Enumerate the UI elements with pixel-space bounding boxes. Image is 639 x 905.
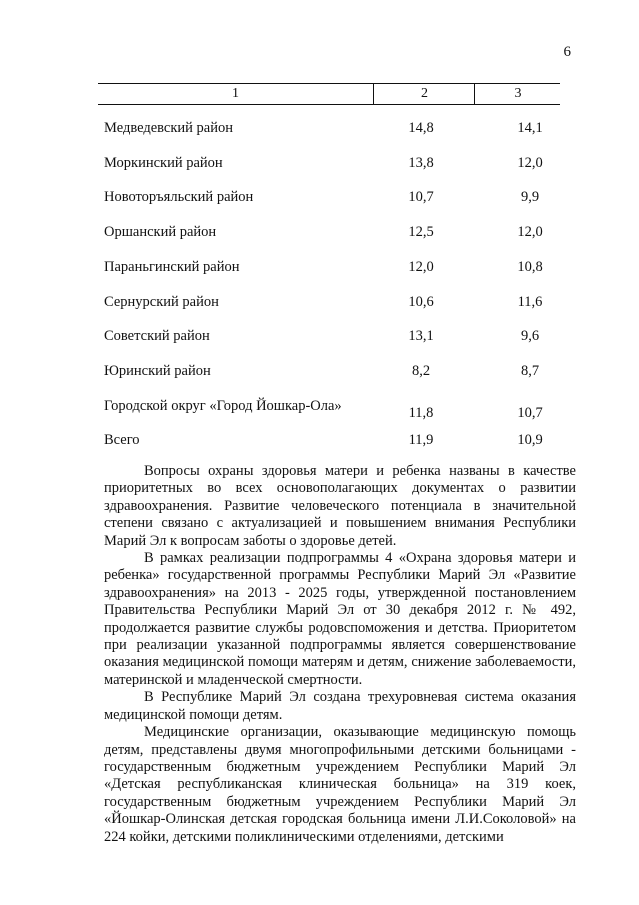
table-row	[0, 259, 639, 279]
row-value-3: 14,1	[517, 120, 543, 136]
row-value-3: 8,7	[520, 363, 540, 379]
row-name: Всего	[104, 432, 140, 448]
row-value-3: 10,8	[517, 259, 543, 275]
row-value-2: 11,8	[408, 405, 434, 421]
table-row	[0, 328, 639, 348]
table-header-col-3: 3	[474, 84, 561, 104]
row-name: Советский район	[104, 328, 210, 344]
row-value-2: 12,0	[408, 259, 434, 275]
table-row	[0, 224, 639, 244]
row-value-3: 12,0	[517, 224, 543, 240]
row-name: Медведевский район	[104, 120, 233, 136]
table-header	[98, 83, 560, 105]
table-row	[0, 363, 639, 383]
row-name: Параньгинский район	[104, 259, 240, 275]
row-value-3: 9,6	[520, 328, 540, 344]
row-value-2: 13,8	[408, 155, 434, 171]
paragraph: В Республике Марий Эл создана трехуровневая система оказания медицинской помощи детям.	[104, 689, 576, 723]
table-header-col-2: 2	[373, 84, 475, 104]
row-value-3: 11,6	[517, 294, 543, 310]
row-name: Сернурский район	[104, 294, 219, 310]
row-value-2: 12,5	[408, 224, 434, 240]
table-header-col-1: 1	[232, 86, 239, 101]
row-value-3: 12,0	[517, 155, 543, 171]
paragraph: В рамках реализации подпрограммы 4 «Охрана здоровья матери и ребенка» государственной программы Республики Марий Эл «Развитие здравоохранения» на 2013 - 2025 годы, утвержденной постановлением Правительства Республики Марий Эл от 30 декабря 2012 г. № 492, продолжается развитие службы родовспоможения и детства. Приоритетом при реализации указанной подпрограммы является совершенствование оказания медицинской помощи матерям и детям, снижение заболеваемости, материнской и младенческой смертности.	[104, 550, 576, 688]
row-value-2: 10,6	[408, 294, 434, 310]
row-name: Моркинский район	[104, 155, 223, 171]
table-row	[0, 189, 639, 209]
table-row	[0, 155, 639, 175]
page-number: 6	[563, 44, 571, 60]
body-text	[104, 463, 576, 846]
row-name: Новоторъяльский район	[104, 189, 254, 205]
row-value-2: 11,9	[408, 432, 434, 448]
table-row	[0, 432, 639, 452]
row-value-2: 14,8	[408, 120, 434, 136]
table-row	[0, 120, 639, 140]
row-name: Городской округ «Город Йошкар-Ола»	[104, 398, 342, 414]
table-row	[0, 294, 639, 314]
row-value-3: 10,7	[517, 405, 543, 421]
row-name: Юринский район	[104, 363, 211, 379]
paragraph: Медицинские организации, оказывающие медицинскую помощь детям, представлены двумя многопрофильными детскими больницами - государственным бюджетным учреждением Республики Марий Эл «Детская республиканская клиническая больница» на 319 коек, государственным бюджетным учреждением Республики Марий Эл «Йошкар-Олинская детская городская больница имени Л.И.Соколовой» на 224 койки, детскими поликлиническими отделениями, детскими	[104, 724, 576, 845]
row-value-3: 9,9	[520, 189, 540, 205]
row-value-3: 10,9	[517, 432, 543, 448]
row-name: Оршанский район	[104, 224, 217, 240]
row-value-2: 8,2	[411, 363, 431, 379]
paragraph: Вопросы охраны здоровья матери и ребенка названы в качестве приоритетных во всех основополагающих документах о развитии здравоохранения. Развитие человеческого потенциала в значительной степени связано с актуализацией и повышением внимания Республики Марий Эл к вопросам заботы о здоровье детей.	[104, 463, 576, 549]
table-row-values	[0, 405, 639, 425]
row-value-2: 10,7	[408, 189, 434, 205]
row-value-2: 13,1	[408, 328, 434, 344]
